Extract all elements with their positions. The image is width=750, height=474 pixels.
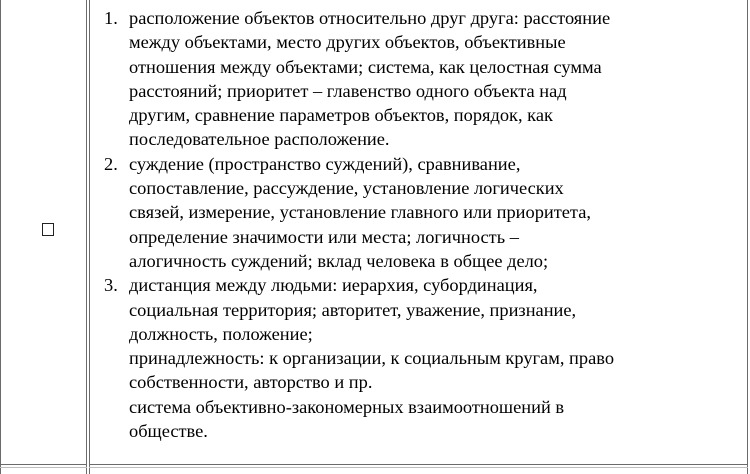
list-item <box>104 6 744 152</box>
numbered-list <box>104 6 744 443</box>
list-item-line: алогичность суждений; вклад человека в общее дело; <box>129 250 549 271</box>
list-item <box>104 273 744 443</box>
table-row-divider-right-shadow <box>89 467 748 468</box>
list-item-line: дистанция между людьми: иерархия, субординация, <box>129 275 538 296</box>
list-item-line: между объектами, место других объектов, объективные <box>129 32 566 53</box>
list-item-line: последовательное расположение. <box>129 129 390 150</box>
checkbox-icon[interactable] <box>42 223 54 236</box>
list-item-line: другим, сравнение параметров объектов, порядок, как <box>129 105 553 126</box>
table-row-divider-left <box>0 464 87 465</box>
table-border-left <box>0 0 1 474</box>
list-item-line: обществе. <box>129 421 208 442</box>
list-item-line: должность, положение; <box>129 323 313 344</box>
list-item-line: принадлежность: к организации, к социальным кругам, право <box>129 348 615 369</box>
table-border-right <box>747 0 748 474</box>
list-item-line: расстояний; приоритет – главенство одного объекта над <box>129 80 567 101</box>
list-item-number: 2. <box>104 153 118 174</box>
list-item-line: собственности, авторство и пр. <box>129 372 373 393</box>
table-row-divider-right <box>89 464 748 465</box>
list-item-line: связей, измерение, установление главного или приоритета, <box>129 202 591 223</box>
table-row-divider-left-shadow <box>0 467 87 468</box>
list-item-line: сопоставление, рассуждение, установление логических <box>129 178 564 199</box>
table-border-column-divider <box>86 0 87 474</box>
table-border-column-divider-inner <box>89 0 90 474</box>
list-item <box>104 152 744 273</box>
list-item-line: система объективно-закономерных взаимоотношений в <box>129 396 565 417</box>
list-item-line: расположение объектов относительно друг друга: расстояние <box>129 8 611 28</box>
list-item-line: отношения между объектами; система, как целостная сумма <box>129 56 602 77</box>
list-item-line: суждение (пространство суждений), сравнивание, <box>129 153 521 174</box>
list-item-number: 3. <box>104 275 118 296</box>
list-item-line: социальная территория; авторитет, уважение, признание, <box>129 299 577 320</box>
list-item-line: определение значимости или места; логичность – <box>129 226 519 247</box>
list-item-number: 1. <box>104 8 118 28</box>
